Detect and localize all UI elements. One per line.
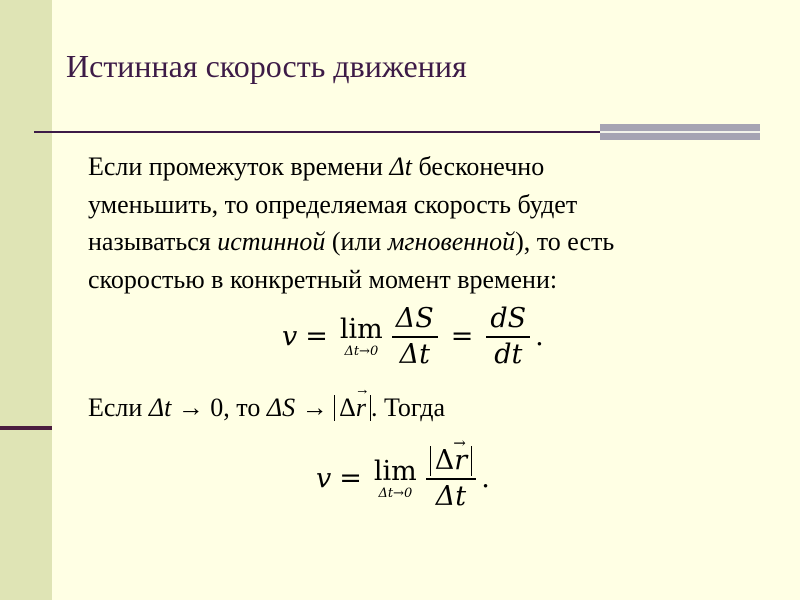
fraction-ds-over-dt	[486, 302, 530, 372]
period: .	[535, 321, 544, 353]
delta-t-symbol: Δt	[389, 152, 412, 181]
velocity-symbol: v	[282, 321, 298, 353]
formula-instant-velocity	[282, 302, 544, 372]
formula-speed-magnitude	[316, 444, 490, 514]
title-divider-accent	[600, 124, 760, 140]
sidebar-strip	[0, 0, 52, 600]
text-segment: →	[295, 393, 335, 422]
vector-r: → r	[356, 395, 366, 421]
sidebar-accent-mark	[0, 426, 52, 430]
equals-sign: =	[450, 321, 474, 353]
numerator: dS	[490, 303, 527, 334]
paragraph-line-1	[88, 148, 768, 186]
equals-sign: =	[305, 321, 328, 353]
slide-title: Истинная скорость движения	[66, 48, 467, 84]
lim-subscript: Δt→0	[378, 485, 413, 501]
denominator: Δt	[399, 338, 430, 370]
text-segment: называться	[88, 227, 218, 256]
term-true-speed: истинной	[217, 227, 326, 256]
text-segment: . Тогда	[370, 393, 446, 422]
delta-symbol: Δ	[339, 393, 356, 422]
numerator	[426, 444, 476, 478]
definition-paragraph	[88, 148, 768, 298]
period: .	[481, 463, 490, 495]
paragraph-line-3	[88, 223, 768, 261]
text-segment: → 0, то	[171, 393, 267, 422]
text-segment: Если промежуток времени	[88, 152, 390, 181]
equals-sign: =	[339, 463, 362, 495]
text-segment: бесконечно	[411, 152, 545, 181]
lim-subscript: Δt→0	[344, 343, 379, 359]
text-segment: (или	[325, 227, 388, 256]
delta-t-symbol: Δt	[148, 393, 172, 422]
text-segment: ), то есть	[515, 227, 615, 256]
limit-operator	[340, 315, 383, 359]
abs-delta-r	[334, 395, 371, 421]
term-instant-speed: мгновенной	[387, 227, 516, 256]
denominator: dt	[494, 338, 523, 370]
numerator: ΔS	[395, 303, 434, 334]
velocity-symbol: v	[316, 463, 332, 495]
delta-s-symbol: ΔS	[266, 393, 296, 422]
paragraph-line-2: уменьшить, то определяемая скорость будет	[88, 189, 578, 219]
fraction-abs-delta-r-over-delta-t	[426, 444, 476, 514]
limit-paragraph	[88, 393, 445, 423]
paragraph-line-4: скоростью в конкретный момент времени:	[88, 264, 558, 294]
lim-word: lim	[373, 455, 417, 487]
text-segment: Если	[88, 393, 149, 422]
vector-r: → r	[454, 446, 467, 476]
abs-delta-r	[430, 446, 472, 476]
denominator: Δt	[435, 480, 467, 512]
fraction-delta-s-over-delta-t	[392, 302, 438, 372]
limit-operator	[374, 457, 417, 501]
lim-word: lim	[339, 313, 383, 345]
delta-symbol: Δ	[434, 445, 455, 476]
